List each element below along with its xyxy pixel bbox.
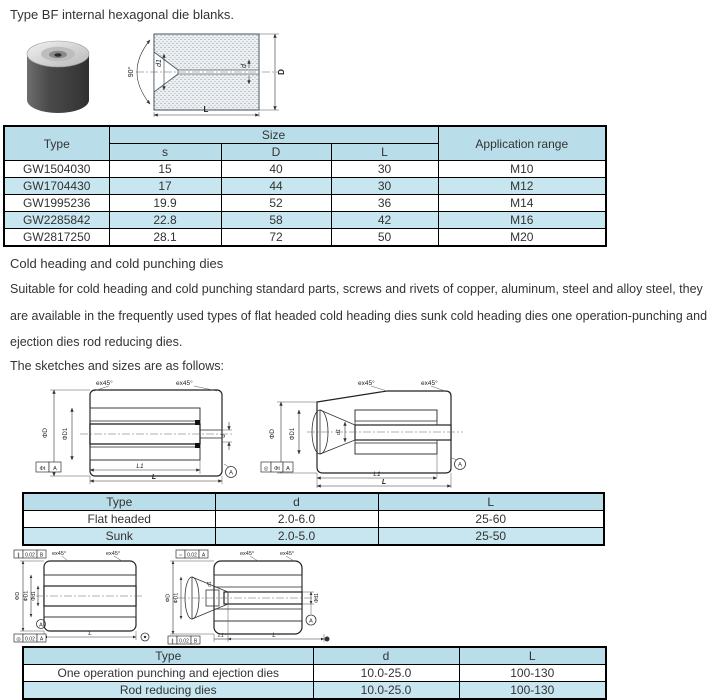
- col-header-application: Application range: [438, 126, 606, 161]
- tolerance-frame: [36, 462, 61, 472]
- col-header-d: d: [313, 647, 459, 665]
- table-row: [4, 178, 606, 195]
- table-cell: M10: [438, 161, 606, 178]
- tolerance-value: Φt: [274, 465, 280, 472]
- datum-ref: A: [53, 465, 57, 472]
- paragraph-line: Suitable for cold heading and cold punching standard parts, screws and rivets of copper, aluminum, steel and alloy steel, they: [10, 282, 703, 296]
- punching-die-size-table: [22, 646, 607, 700]
- table-cell: M20: [438, 229, 606, 247]
- label-L1: L1: [373, 470, 381, 478]
- cold-heading-size-table: [22, 492, 605, 546]
- size-table: [3, 125, 607, 247]
- label-phiD1: ΦD1: [23, 590, 30, 601]
- table-cell: 42: [331, 212, 438, 229]
- label-L: L: [272, 632, 276, 639]
- table-cell: 40: [221, 161, 331, 178]
- tolerance-symbol: ◎: [263, 465, 269, 472]
- label-L: L: [381, 478, 387, 486]
- label-chamfer: ex45°: [240, 550, 255, 557]
- table-cell: M12: [438, 178, 606, 195]
- table-row: [4, 195, 606, 212]
- table-cell: GW1995236: [4, 195, 109, 212]
- tolerance-symbol: ◎: [16, 636, 21, 642]
- label-datum-A: A: [457, 462, 463, 468]
- table-cell: 50: [331, 229, 438, 247]
- datum-ref: A: [39, 636, 44, 642]
- tolerance-frame: [261, 462, 293, 472]
- tolerance-value: 0.02: [25, 552, 35, 558]
- col-header-s: s: [109, 144, 221, 161]
- label-phiD: ΦD: [42, 427, 49, 438]
- punching-ejection-die-sketch: [14, 548, 154, 644]
- table-row: [4, 212, 606, 229]
- punching-die-sketches: [14, 548, 728, 644]
- table-cell: 10.0-25.0: [313, 664, 459, 681]
- table-row: [4, 161, 606, 178]
- tolerance-value: 0.02: [25, 636, 35, 642]
- label-chamfer: ex45°: [358, 379, 375, 387]
- datum-ref: A: [286, 465, 290, 472]
- label-datum-A: A: [228, 470, 234, 476]
- col-header-size: Size: [109, 126, 438, 144]
- table-cell: Rod reducing dies: [23, 681, 313, 699]
- label-d: d: [221, 433, 227, 438]
- col-header-d: d: [215, 493, 378, 511]
- table-cell: 25-60: [378, 510, 604, 527]
- table-cell: 25-50: [378, 527, 604, 545]
- die-section-shape: [127, 34, 286, 117]
- tolerance-symbol: ∥: [171, 638, 174, 644]
- datum-ref: B: [193, 638, 198, 644]
- label-D: D: [277, 69, 286, 75]
- datum-ref: B: [39, 552, 44, 558]
- table-cell: Sunk: [23, 527, 215, 545]
- label-chamfer: ex45°: [280, 550, 295, 557]
- table-cell: 30: [331, 161, 438, 178]
- label-phid1: Φd1: [314, 592, 320, 603]
- table-cell: M16: [438, 212, 606, 229]
- label-chamfer: ex45°: [96, 379, 113, 387]
- label-L1: L1: [218, 632, 224, 639]
- description-paragraph: [10, 276, 728, 356]
- die-section-drawing: [116, 30, 294, 118]
- col-header-L: L: [378, 493, 604, 511]
- sunk-die-sketch: [259, 378, 469, 490]
- table-cell: One operation punching and ejection dies: [23, 664, 313, 681]
- rod-reducing-die-sketch: [166, 548, 334, 644]
- label-chamfer: ex45°: [52, 550, 67, 557]
- table-cell: M14: [438, 195, 606, 212]
- label-phiD1: ΦD1: [173, 592, 180, 603]
- table-cell: GW1504030: [4, 161, 109, 178]
- label-chamfer: ex45°: [421, 379, 438, 387]
- flat-headed-die-sketch: [34, 378, 239, 490]
- label-chamfer: ex45°: [176, 379, 193, 387]
- table-cell: 15: [109, 161, 221, 178]
- paragraph-line: are available in the frequently used types of flat headed cold heading dies sunk cold heading dies one operation-punching and: [10, 308, 708, 323]
- table-row: [23, 527, 604, 545]
- label-L: L: [203, 105, 209, 114]
- tolerance-frame: [14, 550, 46, 559]
- label-phid1: Φd1: [31, 590, 37, 601]
- tolerance-frame: [176, 550, 208, 559]
- table-cell: 44: [221, 178, 331, 195]
- label-d1: d1: [207, 580, 213, 587]
- label-d: d: [241, 64, 248, 68]
- cold-heading-sketches: [34, 378, 728, 490]
- table-cell: 30: [331, 178, 438, 195]
- die-figures-row: [16, 30, 728, 118]
- label-phiD: ΦD: [269, 428, 276, 439]
- table-cell: GW2285842: [4, 212, 109, 229]
- col-header-L: L: [331, 144, 438, 161]
- table-cell: 17: [109, 178, 221, 195]
- label-phiD1: ΦD1: [63, 427, 69, 440]
- table-row: [23, 664, 606, 681]
- table-cell: 72: [221, 229, 331, 247]
- table-row: [23, 681, 606, 699]
- label-L: L: [151, 473, 157, 481]
- table-cell: 100-130: [459, 681, 606, 699]
- col-header-type: Type: [23, 493, 215, 511]
- die-3d-image: [16, 30, 100, 116]
- sketches-note: The sketches and sizes are as follows:: [10, 358, 224, 373]
- section-heading: Cold heading and cold punching dies: [10, 256, 224, 271]
- tolerance-frame: [168, 636, 200, 645]
- table-cell: 52: [221, 195, 331, 212]
- col-header-D: D: [221, 144, 331, 161]
- page-title: Type BF internal hexagonal die blanks.: [10, 7, 235, 22]
- table-cell: 19.9: [109, 195, 221, 212]
- table-cell: Flat headed: [23, 510, 215, 527]
- table-cell: 2.0-5.0: [215, 527, 378, 545]
- rod-reducing-die-shape: [170, 556, 330, 642]
- label-phiD: ΦD: [165, 593, 172, 602]
- label-chamfer: ex45°: [106, 550, 121, 557]
- datum-ref: A: [201, 552, 206, 558]
- label-datum-A: A: [39, 622, 43, 628]
- tolerance-symbol: ∥: [17, 552, 20, 558]
- table-cell: GW1704430: [4, 178, 109, 195]
- tolerance-frame: [14, 634, 46, 643]
- col-header-type: Type: [23, 647, 313, 665]
- label-phiD: ΦD: [15, 591, 21, 600]
- tolerance-symbol: ○: [178, 552, 183, 558]
- table-cell: 100-130: [459, 664, 606, 681]
- col-header-type: Type: [4, 126, 109, 161]
- table-row: [23, 510, 604, 527]
- die-3d-shape: [27, 41, 89, 113]
- col-header-L: L: [459, 647, 606, 665]
- table-row: [4, 229, 606, 247]
- table-cell: 2.0-6.0: [215, 510, 378, 527]
- label-datum-A: A: [309, 618, 313, 624]
- label-L: L: [88, 630, 92, 637]
- label-d1: d1: [336, 428, 342, 435]
- table-cell: 22.8: [109, 212, 221, 229]
- table-cell: GW2817250: [4, 229, 109, 247]
- paragraph-line: ejection dies rod reducing dies.: [10, 335, 183, 349]
- sunk-die-shape: [277, 386, 466, 488]
- table-cell: 58: [221, 212, 331, 229]
- tolerance-value: 0.02: [179, 638, 189, 644]
- tolerance-value: 0.02: [187, 552, 197, 558]
- label-phiD1: ΦD1: [290, 427, 296, 440]
- table-cell: 10.0-25.0: [313, 681, 459, 699]
- label-d1: d1: [156, 59, 163, 67]
- table-cell: 28.1: [109, 229, 221, 247]
- tolerance-symbol: Φt: [39, 465, 46, 472]
- table-cell: 36: [331, 195, 438, 212]
- label-L1: L1: [136, 462, 144, 470]
- label-90deg: 90°: [128, 66, 135, 78]
